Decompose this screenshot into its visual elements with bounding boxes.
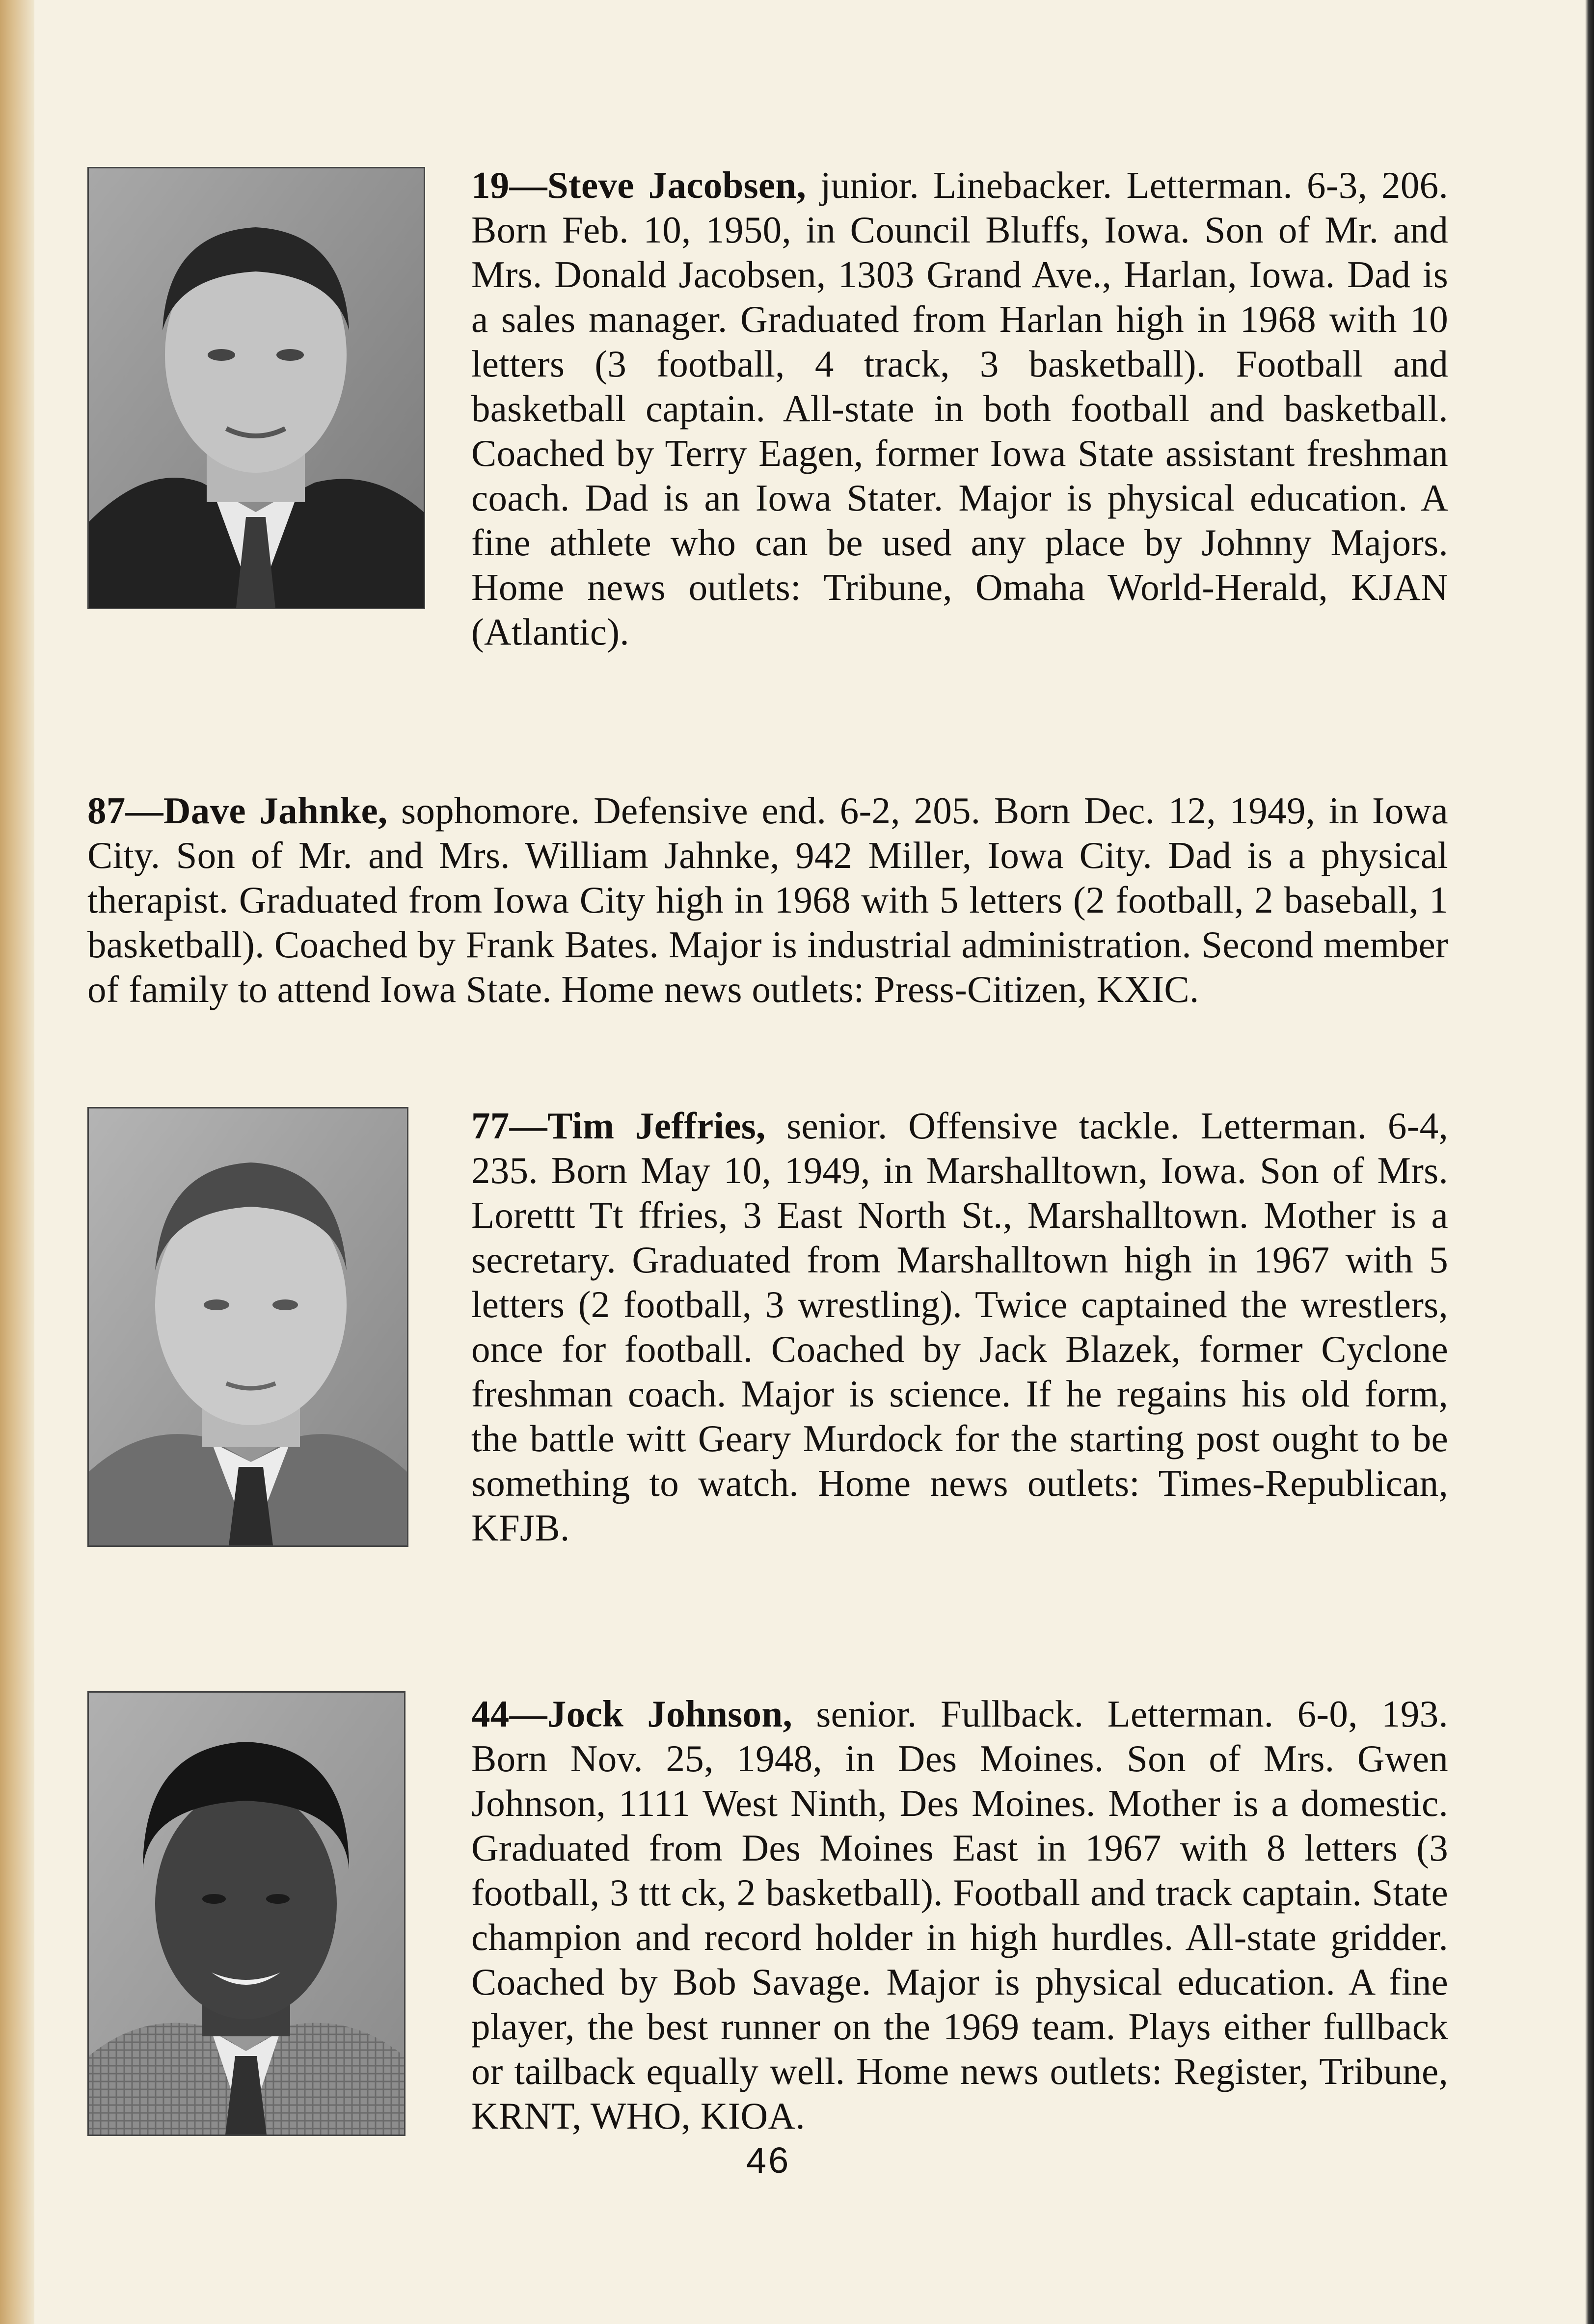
page-binding-edge [0,0,34,2324]
player-photo-johnson [87,1691,405,2136]
player-number-name: 87—Dave Jahnke, [87,789,402,832]
player-bio: sophomore. Defensive end. 6-2, 205. Born Dec. 12, 1949, in Iowa City. Son of Mr. and Mrs. William Jahnke, 942 Miller, Iowa City. Dad is a physical therapist. Graduated from Iowa City high in 1968 with 5 letters (2 football, 2 baseball, 1 basketball). Coached by Frank Bates. Major is industrial administration. Second member of family to attend Iowa State. Home news outlets: Press-Citizen, KXIC. [87,789,1448,1010]
player-entry-jacobsen [471,163,1448,654]
player-entry-jahnke [87,788,1448,1012]
player-bio: senior. Offensive tackle. Letterman. 6-4, 235. Born May 10, 1949, in Marshalltown, Iowa. Son of Mrs. Lorettt Tt ffries, 3 East North St., Marshalltown. Mother is a secretary. Graduated from Marshalltown high in 1967 with 5 letters (2 football, 3 wrestling). Twice captained the wrestlers, once for football. Coached by Jack Blazek, former Cyclone freshman coach. Major is science. If he regains his old form, the battle witt Geary Murdock for the starting post ought to be something to watch. Home news outlets: Times-Republican, KFJB. [471,1105,1449,1549]
player-number-name: 44—Jock Johnson, [471,1693,816,1735]
player-bio: junior. Linebacker. Letterman. 6-3, 206. Born Feb. 10, 1950, in Council Bluffs, Iowa. Son of Mr. and Mrs. Donald Jacobsen, 1303 Grand Ave., Harlan, Iowa. Dad is a sales manager. Graduated from Harlan high in 1968 with 10 letters (3 football, 4 track, 3 basketball). Football and basketball captain. All-state in both football and basketball. Coached by Terry Eagen, former Iowa State assistant freshman coach. Dad is an Iowa Stater. Major is physical education. A fine athlete who can be used any place by Johnny Majors. Home news outlets: Tribune, Omaha World-Herald, KJAN (Atlantic). [471,164,1449,653]
player-entry-johnson [471,1692,1448,2138]
player-entry-jeffries [471,1104,1448,1550]
player-photo-jeffries [87,1107,408,1547]
player-photo-jacobsen [87,167,425,609]
player-number-name: 19—Steve Jacobsen, [471,164,820,206]
page-right-edge [1585,0,1594,2324]
page-number: 46 [746,2140,791,2181]
player-number-name: 77—Tim Jeffries, [471,1105,787,1147]
player-bio: senior. Fullback. Letterman. 6-0, 193. Born Nov. 25, 1948, in Des Moines. Son of Mrs. Gwen Johnson, 1111 West Ninth, Des Moines. Mother is a domestic. Graduated from Des Moines East in 1967 with 8 letters (3 football, 3 ttt ck, 2 basketball). Football and track captain. State champion and record holder in high hurdles. All-state gridder. Coached by Bob Savage. Major is physical education. A fine player, the best runner on the 1969 team. Plays either fullback or tailback equally well. Home news outlets: Register, Tribune, KRNT, WHO, KIOA. [471,1693,1448,2137]
